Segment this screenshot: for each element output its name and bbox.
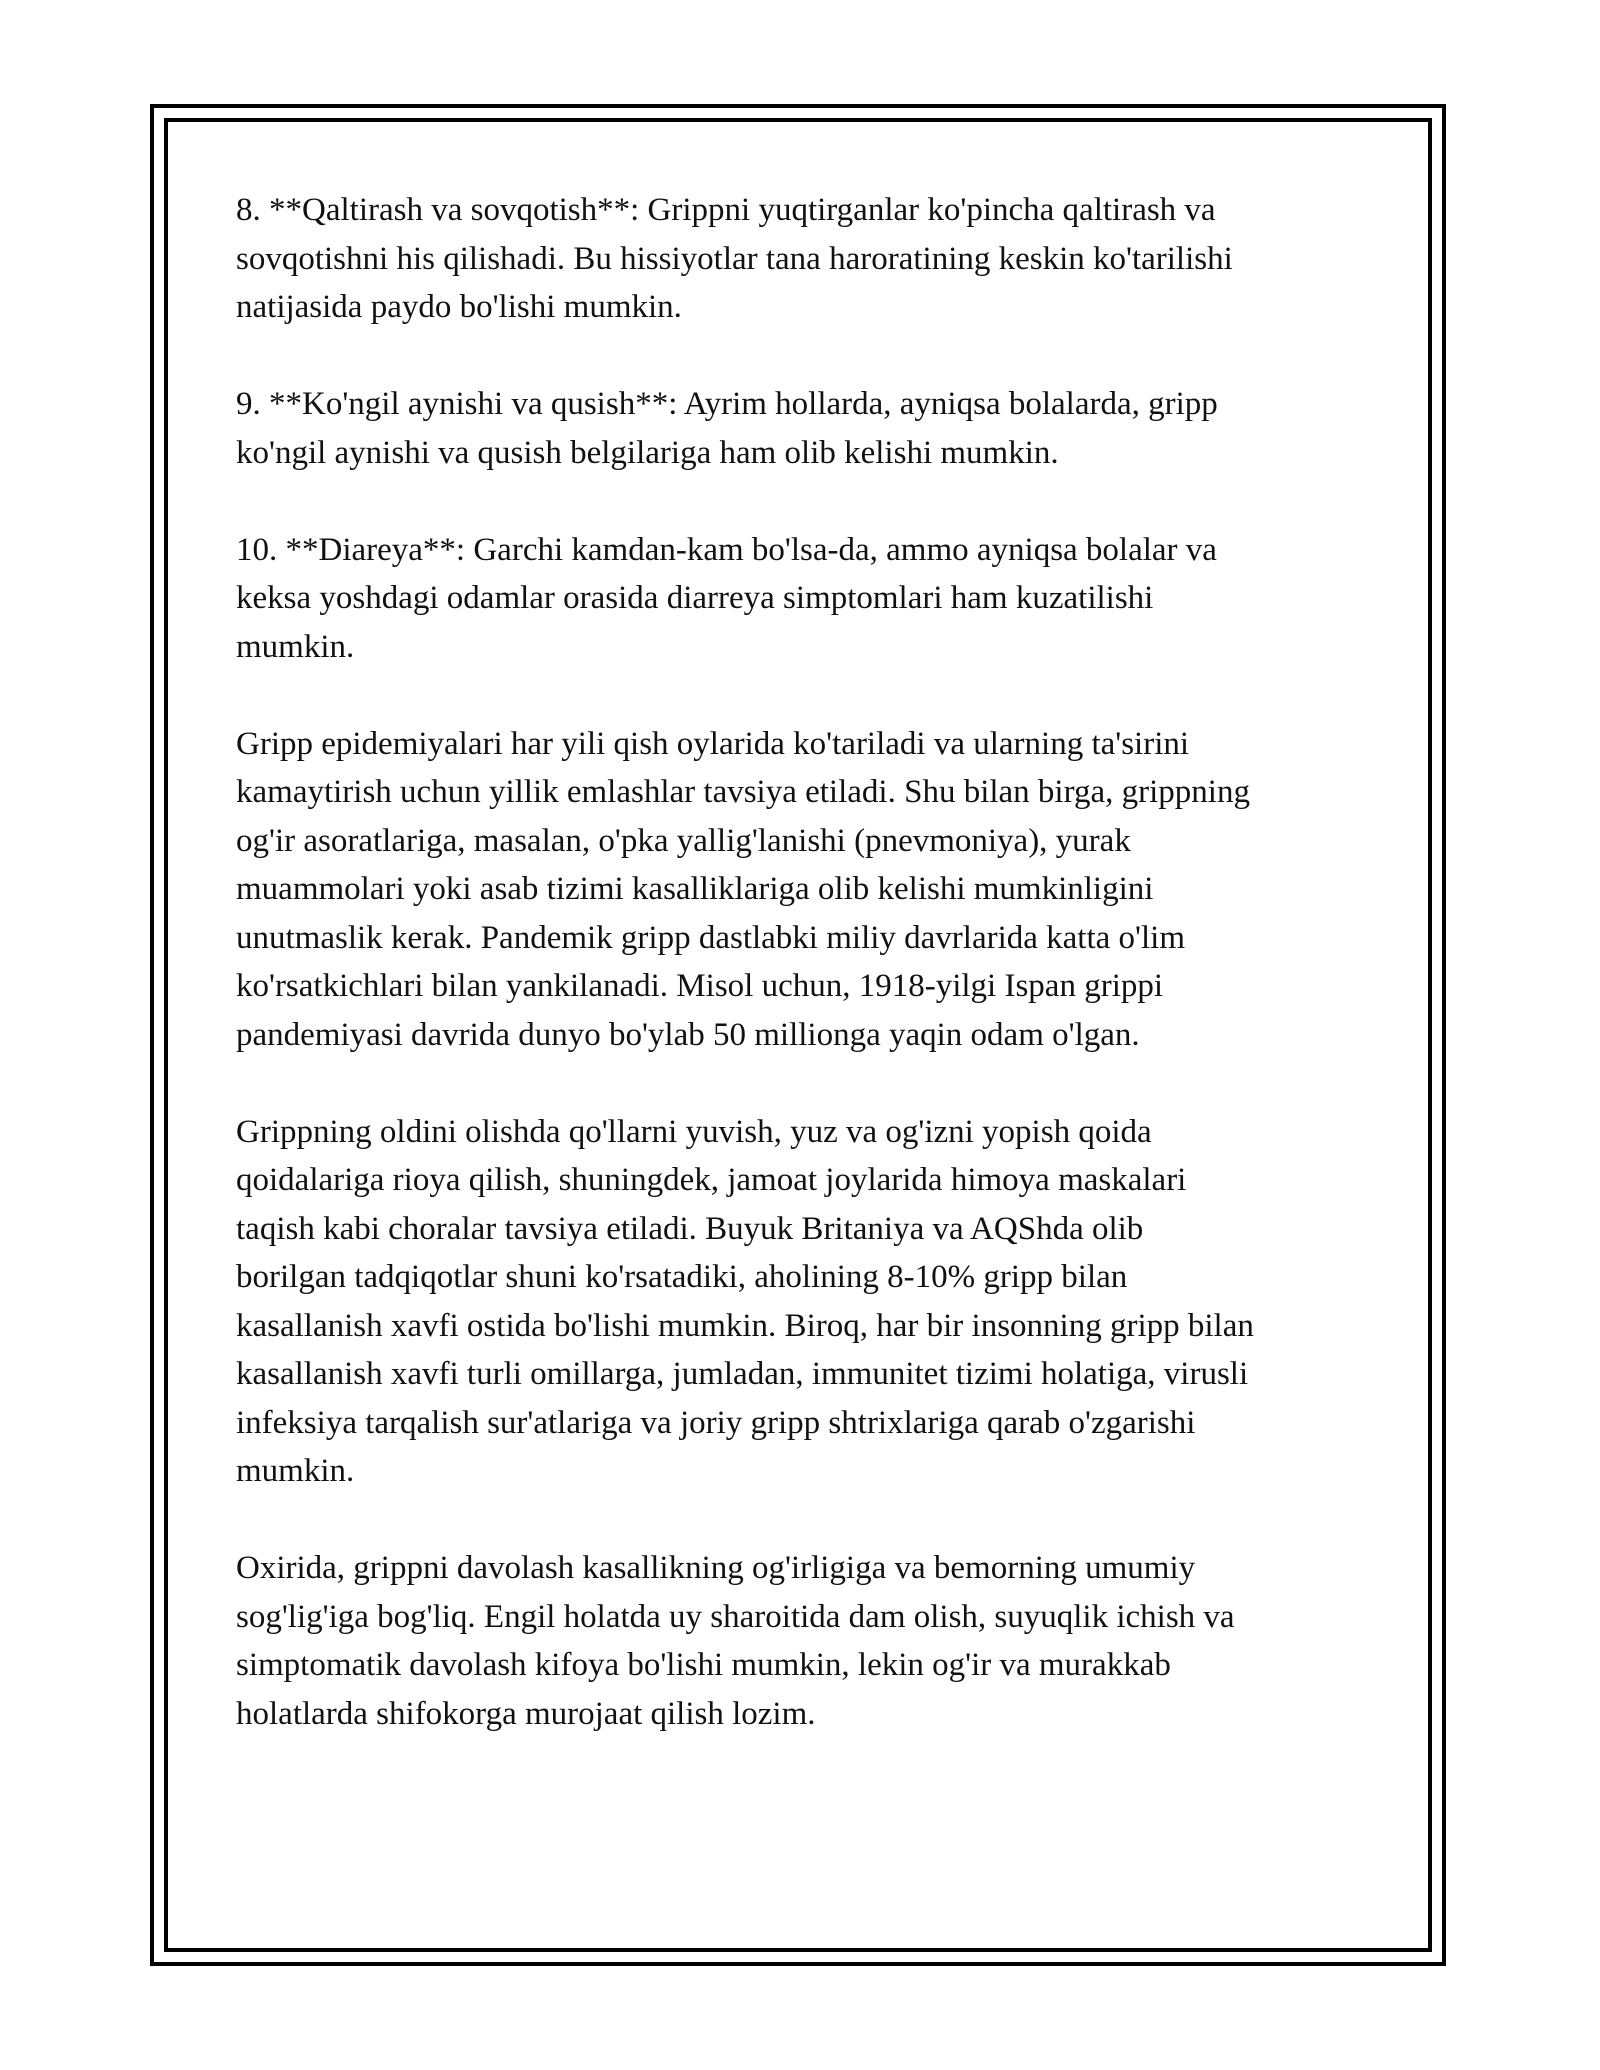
text-line: ko'rsatkichlari bilan yankilanadi. Misol uchun, 1918-yilgi Ispan grippi <box>236 968 1164 1004</box>
text-line: simptomatik davolash kifoya bo'lishi mumkin, lekin og'ir va murakkab <box>236 1647 1171 1683</box>
text-line: qoidalariga rioya qilish, shuningdek, jamoat joylarida himoya maskalari <box>236 1162 1187 1198</box>
document-body <box>236 186 1376 1787</box>
text-line: Oxirida, grippni davolash kasallikning og'irligiga va bemorning umumiy <box>236 1550 1196 1586</box>
text-line: muammolari yoki asab tizimi kasalliklariga olib kelishi mumkinligini <box>236 871 1154 907</box>
paragraph <box>236 380 1376 477</box>
text-line: keksa yoshdagi odamlar orasida diarreya simptomlari ham kuzatilishi <box>236 580 1154 616</box>
text-line: Grippning oldini olishda qo'llarni yuvish, yuz va og'izni yopish qoida <box>236 1113 1152 1150</box>
text-line: pandemiyasi davrida dunyo bo'ylab 50 millionga yaqin odam o'lgan. <box>236 1016 1140 1053</box>
paragraph <box>236 526 1376 672</box>
paragraph <box>236 1544 1376 1738</box>
text-line: 9. **Ko'ngil aynishi va qusish**: Ayrim hollarda, ayniqsa bolalarda, gripp <box>236 386 1218 422</box>
text-line: infeksiya tarqalish sur'atlariga va joriy gripp shtrixlariga qarab o'zgarishi <box>236 1404 1196 1441</box>
text-line: mumkin. <box>236 1453 355 1489</box>
text-line: 10. **Diareya**: Garchi kamdan-kam bo'lsa-da, ammo ayniqsa bolalar va <box>236 531 1217 568</box>
text-line: sog'lig'iga bog'liq. Engil holatda uy sharoitida dam olish, suyuqlik ichish va <box>236 1598 1235 1635</box>
paragraph <box>236 1108 1376 1496</box>
text-line: ko'ngil aynishi va qusish belgilariga ham olib kelishi mumkin. <box>236 434 1059 471</box>
text-line: og'ir asoratlariga, masalan, o'pka yallig'lanishi (pnevmoniya), yurak <box>236 822 1131 859</box>
paragraph <box>236 186 1376 332</box>
text-line: sovqotishni his qilishadi. Bu hissiyotlar tana haroratining keskin ko'tarilishi <box>236 240 1233 277</box>
text-line: 8. **Qaltirash va sovqotish**: Grippni yuqtirganlar ko'pincha qaltirash va <box>236 192 1216 228</box>
text-line: unutmaslik kerak. Pandemik gripp dastlabki miliy davrlarida katta o'lim <box>236 919 1185 956</box>
text-line: natijasida paydo bo'lishi mumkin. <box>236 289 682 325</box>
paragraph <box>236 720 1376 1060</box>
text-line: kasallanish xavfi turli omillarga, jumladan, immunitet tizimi holatiga, virusli <box>236 1356 1249 1392</box>
text-line: Gripp epidemiyalari har yili qish oylarida ko'tariladi va ularning ta'sirini <box>236 725 1190 762</box>
text-line: taqish kabi choralar tavsiya etiladi. Buyuk Britaniya va AQShda olib <box>236 1210 1144 1247</box>
text-line: kamaytirish uchun yillik emlashlar tavsiya etiladi. Shu bilan birga, grippning <box>236 774 1250 810</box>
text-line: kasallanish xavfi ostida bo'lishi mumkin. Biroq, har bir insonning gripp bilan <box>236 1307 1254 1344</box>
text-line: holatlarda shifokorga murojaat qilish lozim. <box>236 1695 816 1732</box>
text-line: mumkin. <box>236 628 355 665</box>
text-line: borilgan tadqiqotlar shuni ko'rsatadiki, aholining 8-10% gripp bilan <box>236 1259 1128 1295</box>
